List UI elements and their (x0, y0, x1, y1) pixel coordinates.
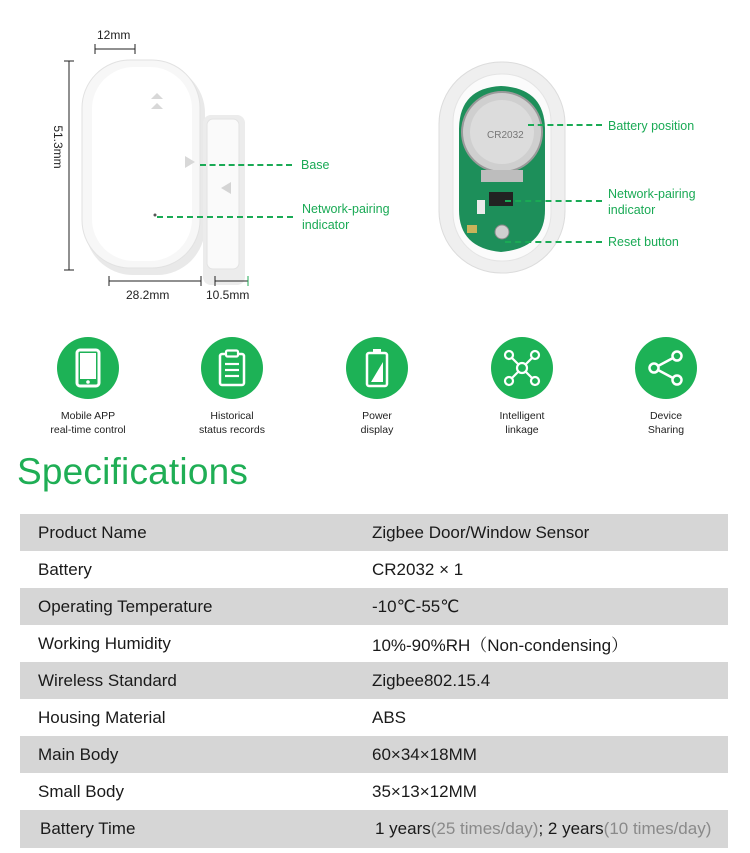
table-row (20, 514, 728, 551)
sensor-front-illustration (55, 25, 275, 310)
feature-intelligent-linkage (467, 337, 577, 437)
spec-value: Zigbee Door/Window Sensor (372, 522, 590, 542)
base-callout: Base (301, 158, 330, 172)
specifications-title: Specifications (17, 451, 249, 492)
feature-label: linkage (505, 424, 539, 436)
battery-time-part1: 1 years (375, 819, 431, 838)
battery-time-part2-note: (10 times/day) (603, 819, 712, 838)
feature-label: Intelligent (499, 410, 545, 422)
table-row (20, 625, 728, 662)
table-row (20, 662, 728, 699)
pairing-callout-line-right (505, 200, 602, 202)
spec-key: Battery (38, 559, 92, 579)
base-callout-line (200, 164, 292, 166)
width-dimension-label: 12mm (97, 28, 131, 42)
battery-position-callout: Battery position (608, 119, 695, 133)
feature-power-display (322, 337, 432, 437)
height-dimension-label: 51.3mm (51, 125, 65, 169)
feature-label: display (360, 424, 394, 436)
spec-key: Working Humidity (38, 633, 171, 653)
pairing-callout-line-left (157, 216, 293, 218)
feature-device-sharing (611, 337, 721, 437)
reset-callout-line (505, 241, 602, 243)
table-row (20, 551, 728, 588)
base-width-dimension-label: 28.2mm (126, 288, 170, 302)
table-row (20, 773, 728, 810)
spec-value: 10%-90%RH（Non-condensing） (372, 636, 629, 655)
spec-key: Operating Temperature (38, 596, 213, 616)
specifications-table (20, 514, 728, 848)
feature-label: Mobile APP (60, 410, 116, 422)
spec-value: CR2032 × 1 (372, 559, 464, 579)
battery-time-part2: 2 years (547, 819, 604, 838)
feature-label: Power (362, 410, 392, 422)
spec-value: Zigbee802.15.4 (372, 670, 491, 690)
spec-key: Wireless Standard (38, 670, 177, 690)
pairing-callout-left: Network-pairing indicator (302, 202, 390, 232)
linkage-hub-icon (491, 337, 553, 399)
spec-key: Battery Time (40, 819, 136, 838)
share-icon (635, 337, 697, 399)
clipboard-icon (201, 337, 263, 399)
battery-callout-line (528, 124, 602, 126)
feature-label: status records (199, 424, 265, 436)
table-row (20, 699, 728, 736)
battery-time-separator: ; (538, 819, 548, 838)
feature-mobile-app (33, 337, 143, 437)
battery-icon (346, 337, 408, 399)
feature-historical-records (177, 337, 287, 437)
table-row (20, 588, 728, 625)
feature-label: real-time control (50, 424, 126, 436)
svg-text:CR2032: CR2032 (487, 130, 524, 141)
spec-value: -10℃-55℃ (372, 596, 460, 616)
battery-time-part1-note: (25 times/day) (430, 819, 539, 838)
table-row (20, 736, 728, 773)
magnet-width-dimension-label: 10.5mm (206, 288, 250, 302)
spec-value-battery-time (372, 819, 728, 839)
spec-value: ABS (372, 707, 407, 727)
spec-value: 60×34×18MM (372, 744, 477, 764)
feature-label: Sharing (647, 424, 685, 436)
spec-key: Housing Material (38, 707, 166, 727)
feature-label: Historical (210, 410, 254, 422)
reset-button-callout: Reset button (608, 235, 679, 249)
table-row (20, 810, 728, 848)
spec-value: 35×13×12MM (372, 781, 477, 801)
spec-key: Main Body (38, 744, 119, 764)
spec-key: Small Body (38, 781, 124, 801)
pairing-callout-right: Network-pairing indicator (608, 187, 696, 217)
spec-key: Product Name (38, 522, 147, 542)
mobile-phone-icon (57, 337, 119, 399)
feature-label: Device (649, 410, 683, 422)
